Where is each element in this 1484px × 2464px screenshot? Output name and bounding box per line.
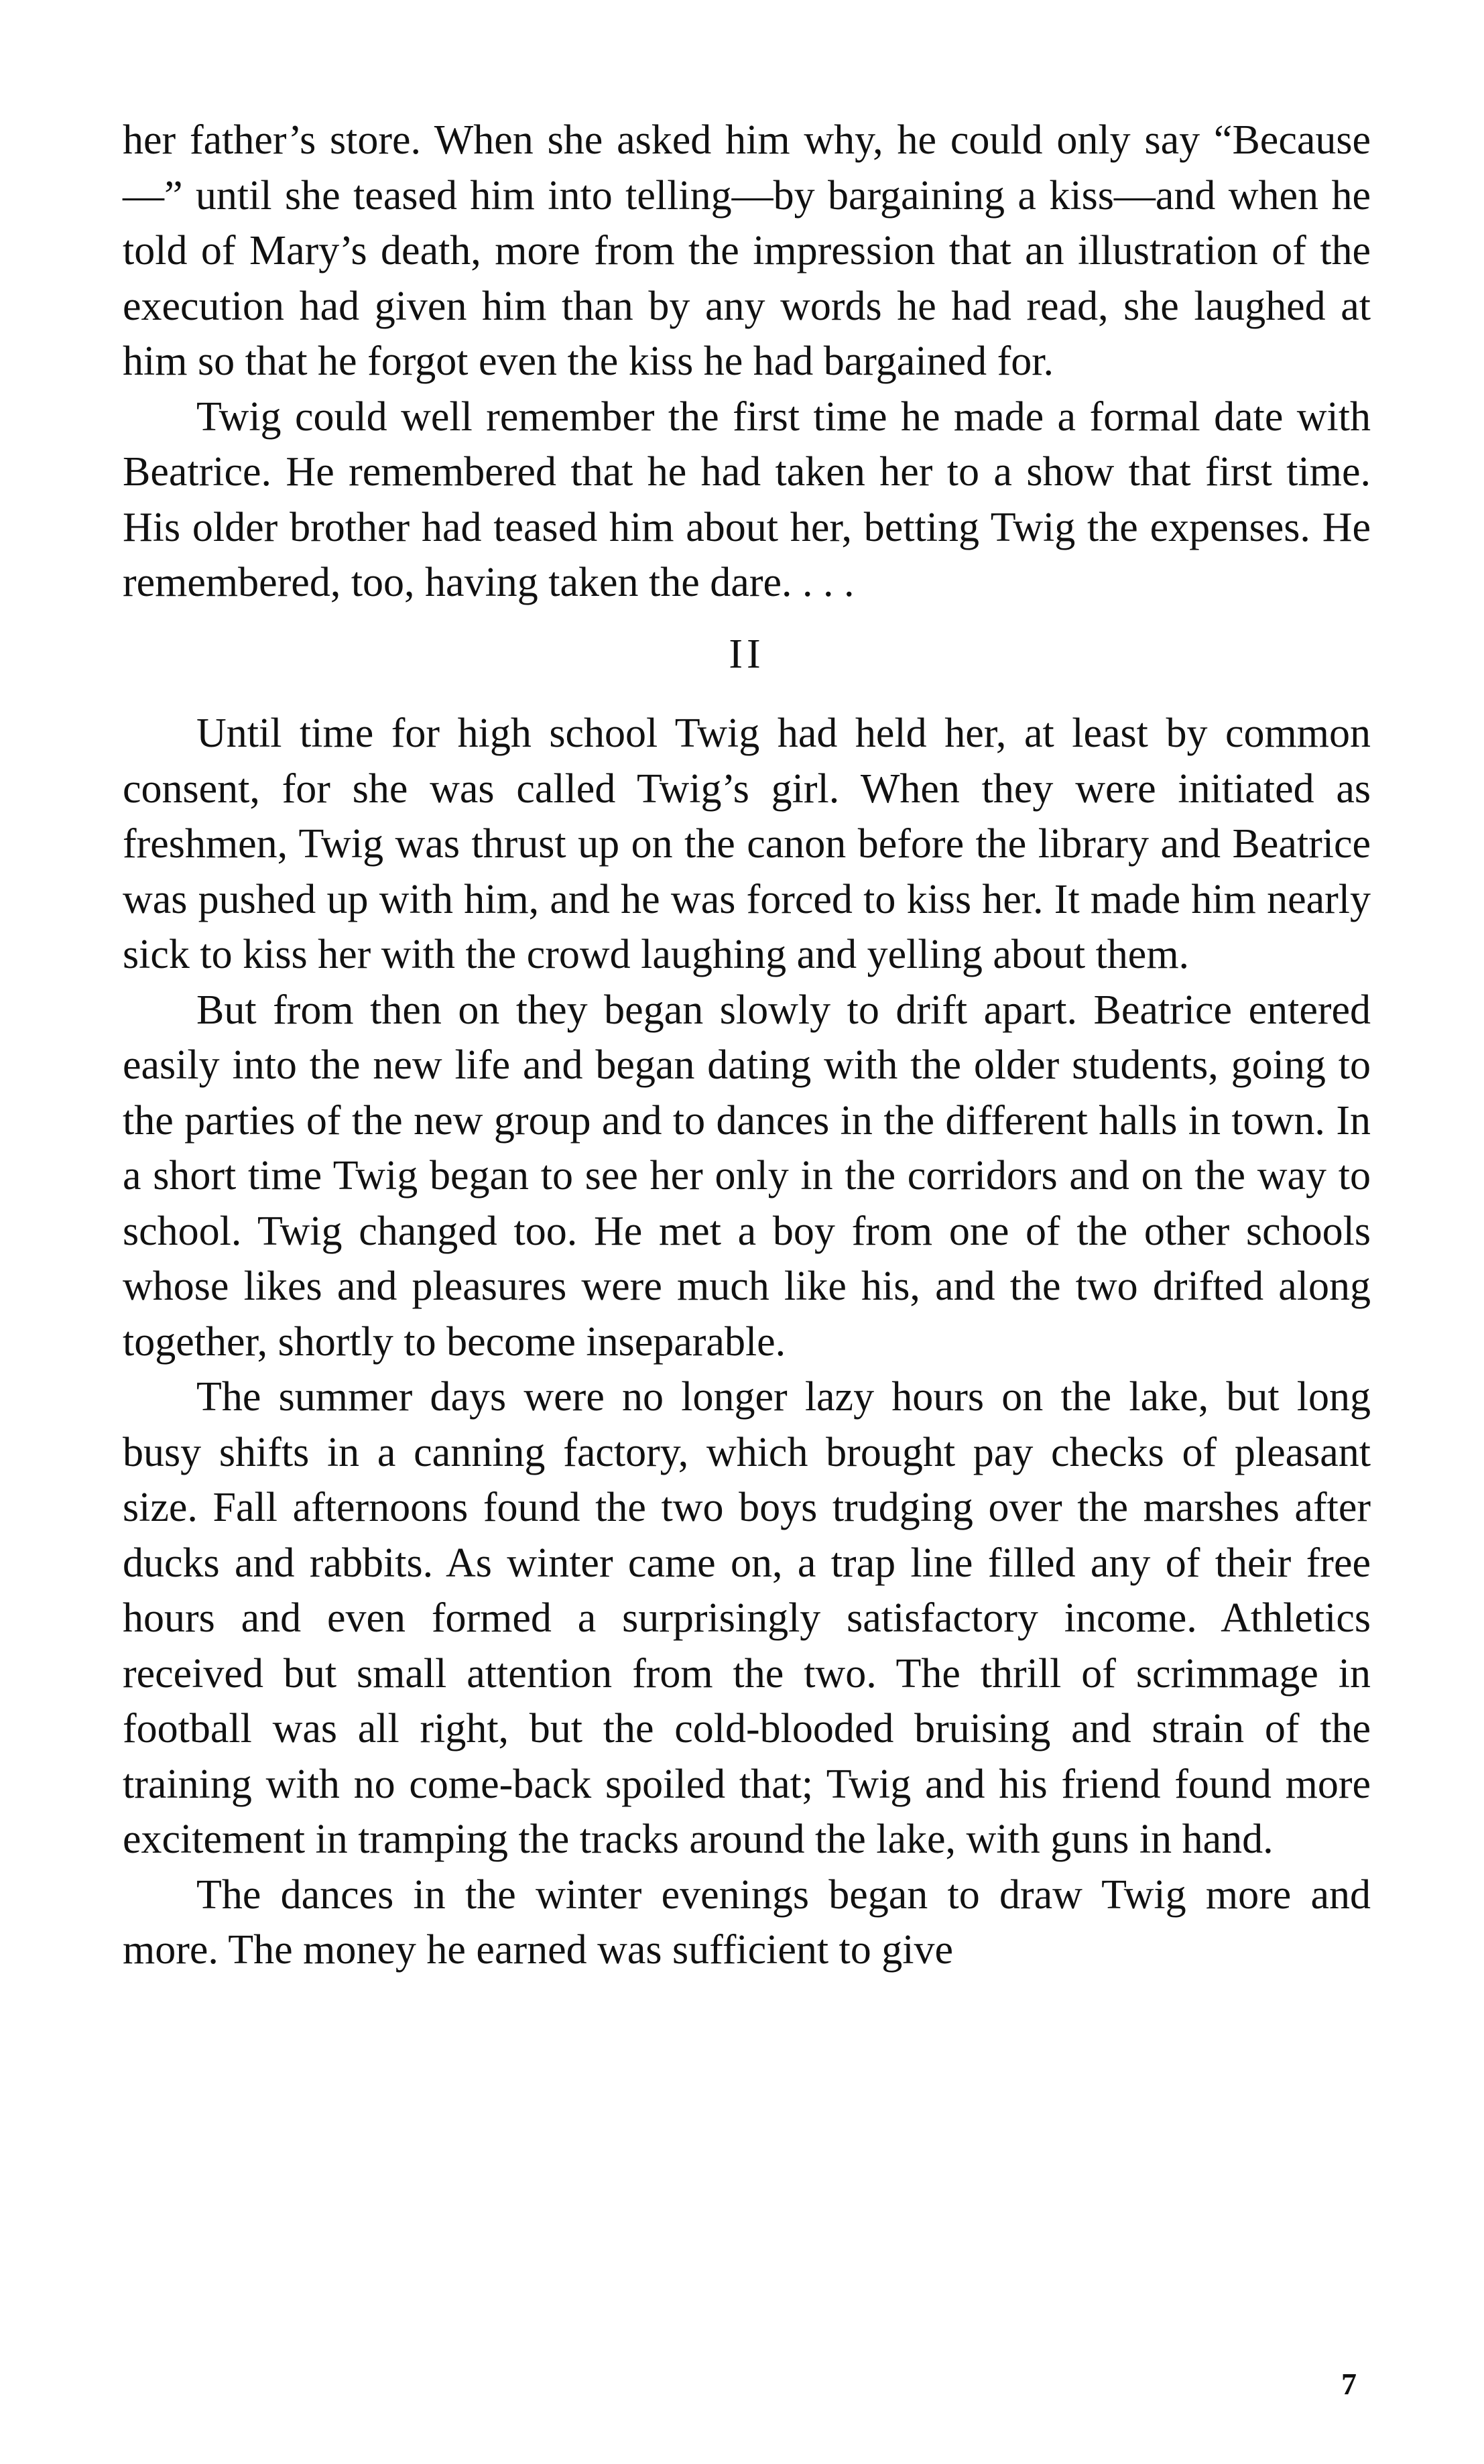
page-body: [123, 113, 1371, 1978]
paragraph-4: But from then on they began slowly to drift apart. Beatrice entered easily into the new life and began dating with the older students, going to the parties of the new group and to dances in the different halls in town. In a short time Twig began to see her only in the corridors and on the way to school. Twig changed too. He met a boy from one of the other schools whose likes and pleasures were much like his, and the two drifted along together, shortly to become inseparable.: [123, 987, 1371, 1365]
page-number: 7: [1341, 2367, 1357, 2401]
paragraph-6: The dances in the winter evenings began to draw Twig more and more. The money he earned was sufficient to give: [123, 1871, 1371, 1973]
paragraph-3: Until time for high school Twig had held her, at least by common consent, for she was called Twig’s girl. When they were initiated as freshmen, Twig was thrust up on the canon before the library and Beatrice was pushed up with him, and he was forced to kiss her. It made him nearly sick to kiss her with the crowd laughing and yelling about them.: [123, 711, 1371, 977]
paragraph-1: her father’s store. When she asked him why, he could only say “Because—” until she teased him into telling—by bargaining a kiss—and when he told of Mary’s death, more from the impression that an illustration of the execution had given him than by any words he had read, she laughed at him so that he forgot even the kiss he had bargained for.: [123, 117, 1371, 384]
paragraph-2: Twig could well remember the first time he made a formal date with Beatrice. He remembered that he had taken her to a show that first time. His older brother had teased him about her, betting Twig the expenses. He remembered, too, having taken the dare. . . .: [123, 393, 1371, 605]
section-heading: II: [729, 631, 765, 677]
paragraph-5: The summer days were no longer lazy hours on the lake, but long busy shifts in a canning factory, which brought pay checks of pleasant size. Fall afternoons found the two boys trudging over the marshes after ducks and rabbits. As winter came on, a trap line filled any of their free hours and even formed a surprisingly satisfactory income. Athletics received but small attention from the two. The thrill of scrimmage in football was all right, but the cold-blooded bruising and strain of the training with no come-back spoiled that; Twig and his friend found more excitement in tramping the tracks around the lake, with guns in hand.: [123, 1374, 1371, 1862]
